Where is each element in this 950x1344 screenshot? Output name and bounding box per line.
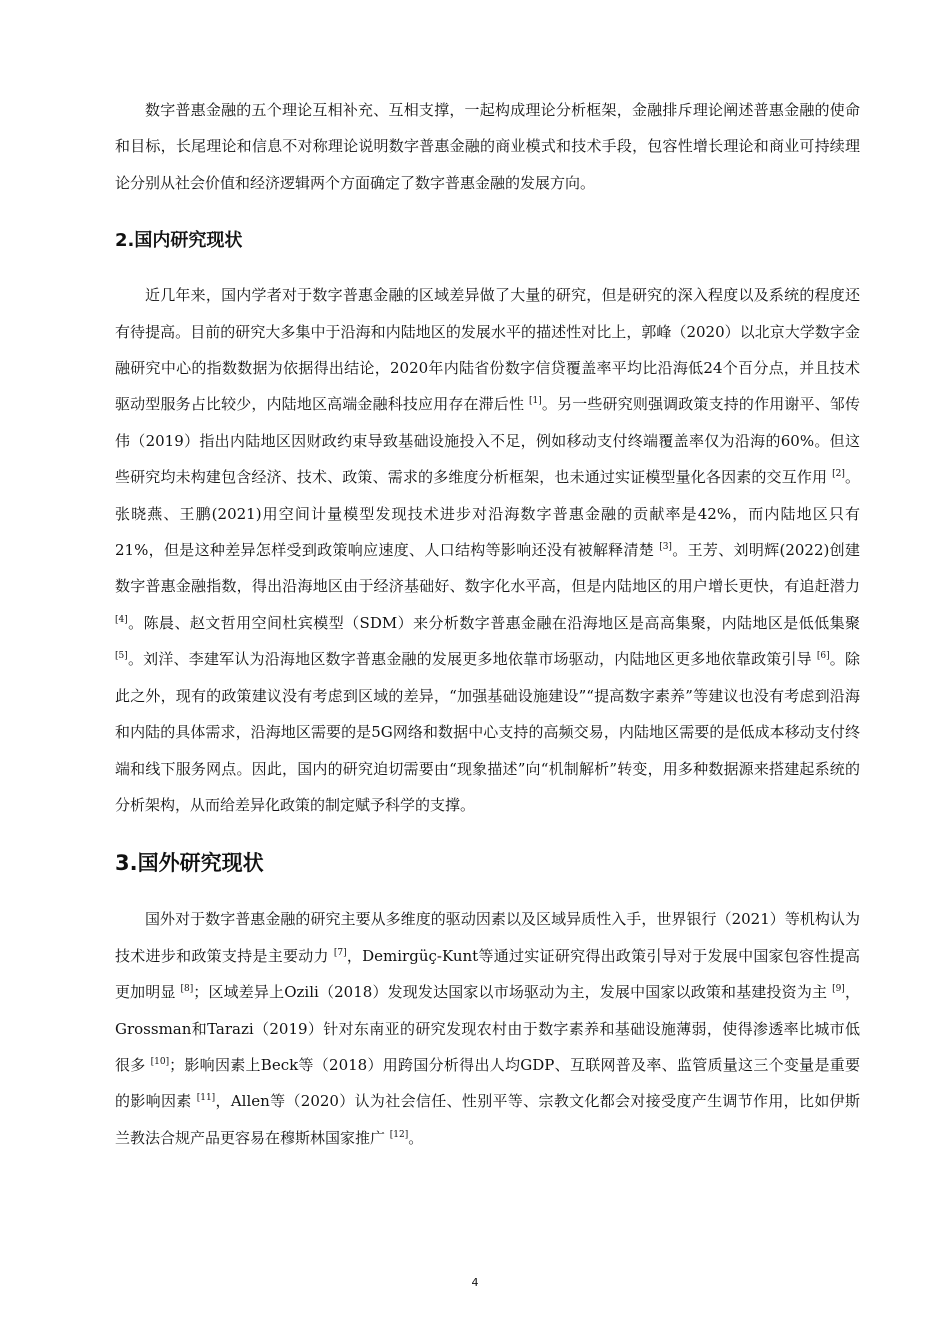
page-number: 4 [471,1276,479,1289]
citation: [2] [832,469,845,480]
text-run: 。除此之外，现有的政策建议没有考虑到区域的差异，“加强基础设施建设”“提高数字素养”等建议也没有考虑到沿海和内陆的具体需求，沿海地区需要的是5G网络和数据中心支持的高频交易，内陆地区需要的是低成本移动支付终端和线下服务网点。因此，国内的研究迫切需要由“现象描述”向“机制解析”转变，用多种数据源来搭建起系统的分析架构，从而给差异化政策的制定赋予科学的支撑。 [115,650,860,814]
document-page [115,92,860,1156]
citation: [12] [389,1129,409,1140]
text-run: 。陈晨、赵文哲用空间杜宾模型（SDM）来分析数字普惠金融在沿海地区是高高集聚，内陆地区是低低集聚 [127,613,860,632]
intro-paragraph: 数字普惠金融的五个理论互相补充、互相支撑，一起构成理论分析框架，金融排斥理论阐述普惠金融的使命和目标，长尾理论和信息不对称理论说明数字普惠金融的商业模式和技术手段，包容性增长理论和商业可持续理论分别从社会价值和经济逻辑两个方面确定了数字普惠金融的发展方向。 [115,101,860,192]
text-run: 。王芳、刘明辉(2022)创建数字普惠金融指数，得出沿海地区由于经济基础好、数字化水平高，但是内陆地区的用户增长更快，有追赶潜力 [115,541,860,596]
text-run: ；影响因素上Beck等（2018）用跨国分析得出人均GDP、互联网普及率、监管质量这三个变量是重要的影响因素 [115,1055,860,1111]
text-run: 。刘洋、李建军认为沿海地区数字普惠金融的发展更多地依靠市场驱动，内陆地区更多地依靠政策引导 [127,650,817,669]
section-heading-foreign: 3.国外研究现状 [115,851,264,876]
text-run: 近几年来，国内学者对于数字普惠金融的区域差异做了大量的研究，但是研究的深入程度以及系统的程度还有待提高。目前的研究大多集中于沿海和内陆地区的发展水平的描述性对比上，郭峰（2020）以北京大学数字金融研究中心的指数数据为依据得出结论，2020年内陆省份数字信贷覆盖率平均比沿海低24个百分点，并且技术驱动型服务占比较少，内陆地区高端金融科技应用存在滞后性 [115,286,860,414]
text-run: 。张晓燕、王鹏(2021)用空间计量模型发现技术进步对沿海数字普惠金融的贡献率是42%，而内陆地区只有21%，但是这种差异怎样受到政策响应速度、人口结构等影响还没有被解释清楚 [115,468,860,560]
citation: [8] [180,984,194,995]
citation: [5] [115,651,128,662]
foreign-research-paragraph [115,901,860,1156]
domestic-research-paragraph [115,277,860,823]
text-run: ，Grossman和Tarazi（2019）针对东南亚的研究发现农村由于数字素养和基础设施薄弱，使得渗透率比城市低很多 [115,983,860,1074]
citation: [1] [529,396,542,407]
citation: [11] [196,1093,216,1104]
text-run: ，Allen等（2020）认为社会信任、性别平等、宗教文化都会对接受度产生调节作用，比如伊斯兰教法合规产品更容易在穆斯林国家推广 [115,1092,860,1147]
citation: [4] [115,614,128,625]
text-run: ；区域差异上Ozili（2018）发现发达国家以市场驱动为主，发展中国家以政策和基建投资为主 [193,983,833,1002]
citation: [6] [816,651,830,662]
text-run: 。 [408,1128,424,1147]
section-heading-domestic: 2.国内研究现状 [115,230,243,252]
citation: [3] [659,542,672,553]
citation: [7] [333,947,347,958]
citation: [9] [832,984,845,995]
text-run: ，Demirgüç-Kunt等通过实证研究得出政策引导对于发展中国家包容性提高更加明显 [115,946,860,1002]
citation: [10] [150,1056,170,1067]
text-run: 国外对于数字普惠金融的研究主要从多维度的驱动因素以及区域异质性入手，世界银行（2021）等机构认为技术进步和政策支持是主要动力 [115,910,860,965]
text-run: 。另一些研究则强调政策支持的作用谢平、邹传伟（2019）指出内陆地区因财政约束导致基础设施投入不足，例如移动支付终端覆盖率仅为沿海的60%。但这些研究均未构建包含经济、技术、政策、需求的多维度分析框架，也未通过实证模型量化各因素的交互作用 [115,395,860,487]
